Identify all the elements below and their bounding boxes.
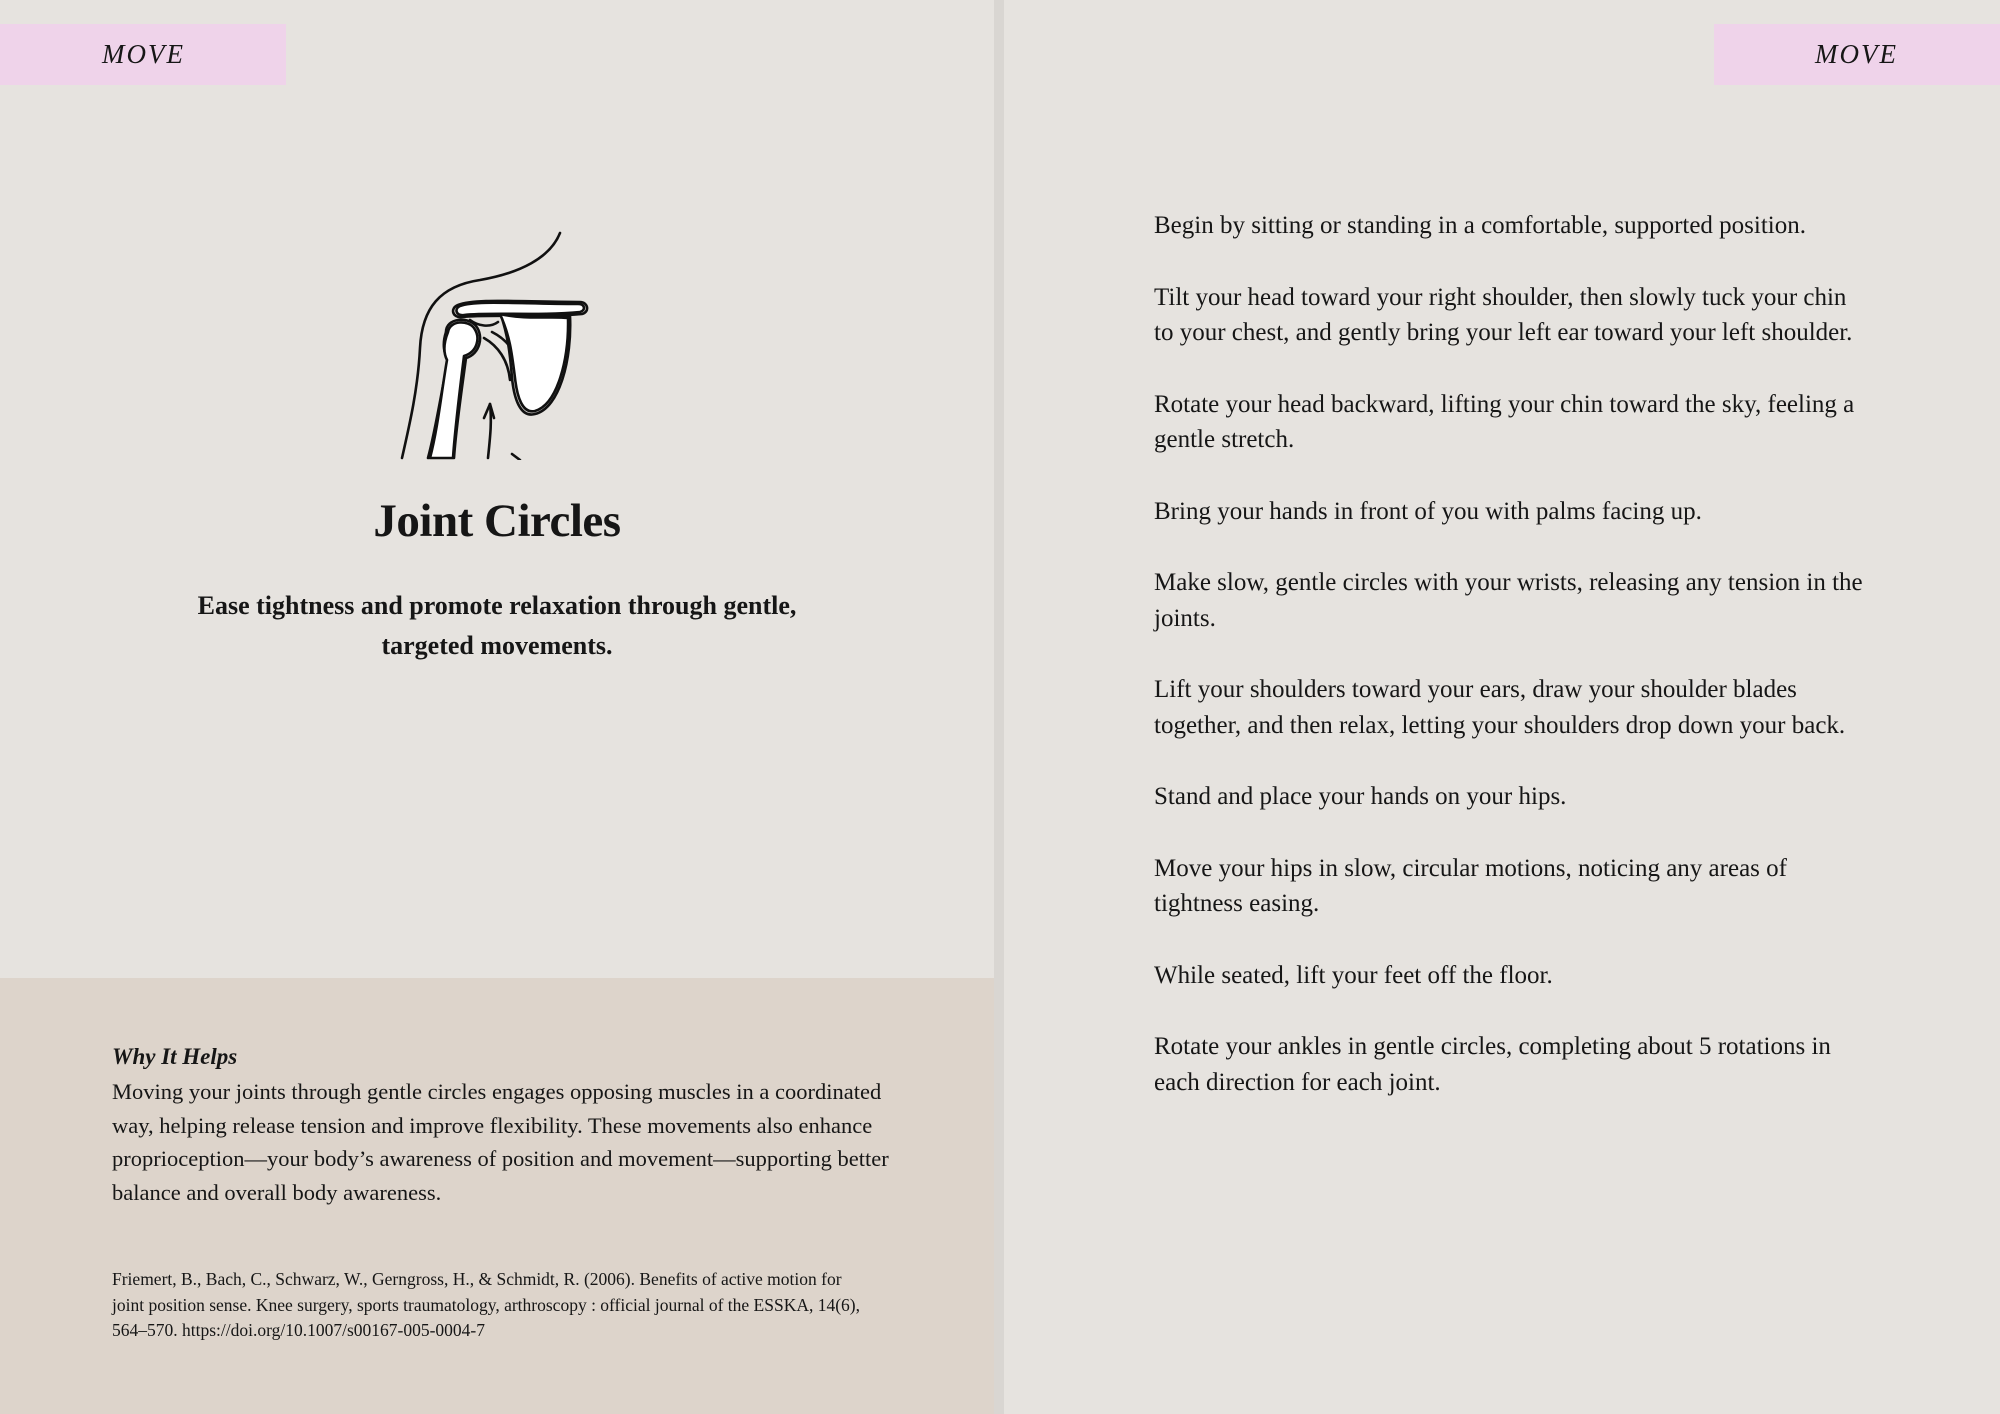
step-item: Bring your hands in front of you with palms facing up. [1154, 497, 1702, 525]
step-item: Stand and place your hands on your hips. [1154, 783, 1567, 810]
step-item: Tilt your head toward your right shoulder, then slowly tuck your chin to your chest, and gently bring your left ear toward your left shoulder. [1154, 283, 1853, 346]
why-it-helps-heading: Why It Helps [112, 1044, 238, 1069]
page-subtitle: Ease tightness and promote relaxation through gentle, targeted movements. [197, 591, 797, 660]
why-it-helps-body: Moving your joints through gentle circles engages opposing muscles in a coordinated way, helping release tension and improve flexibility. These movements also enhance proprioception—your body’s awareness of position and movement—supporting better balance and overall body awareness. [112, 1079, 889, 1205]
step-item: While seated, lift your feet off the floor. [1154, 961, 1553, 989]
step-item: Make slow, gentle circles with your wrists, releasing any tension in the joints. [1154, 569, 1863, 632]
step-item: Begin by sitting or standing in a comfortable, supported position. [1154, 212, 1807, 239]
citation: Friemert, B., Bach, C., Schwarz, W., Gerngross, H., & Schmidt, R. (2006). Benefits of active motion for joint position sense. Knee surgery, sports traumatology, arthroscopy : official journal of the ESSKA, 14(6), 564–570. https://doi.org/10.1007/s00167-005-0004-7 [112, 1269, 860, 1340]
step-item: Lift your shoulders toward your ears, draw your shoulder blades together, and then relax, letting your shoulders drop down your back. [1154, 676, 1846, 739]
section-tab-left: MOVE [0, 24, 286, 85]
instruction-steps [1154, 208, 1870, 1136]
shoulder-joint-icon [380, 228, 610, 460]
page-title: Joint Circles [373, 495, 621, 547]
step-item: Rotate your head backward, lifting your chin toward the sky, feeling a gentle stretch. [1154, 390, 1855, 453]
section-tab-right: MOVE [1714, 24, 2000, 85]
step-item: Move your hips in slow, circular motions, noticing any areas of tightness easing. [1154, 854, 1787, 917]
page-gutter [994, 0, 1004, 1414]
step-item: Rotate your ankles in gentle circles, completing about 5 rotations in each direction for each joint. [1154, 1033, 1831, 1096]
